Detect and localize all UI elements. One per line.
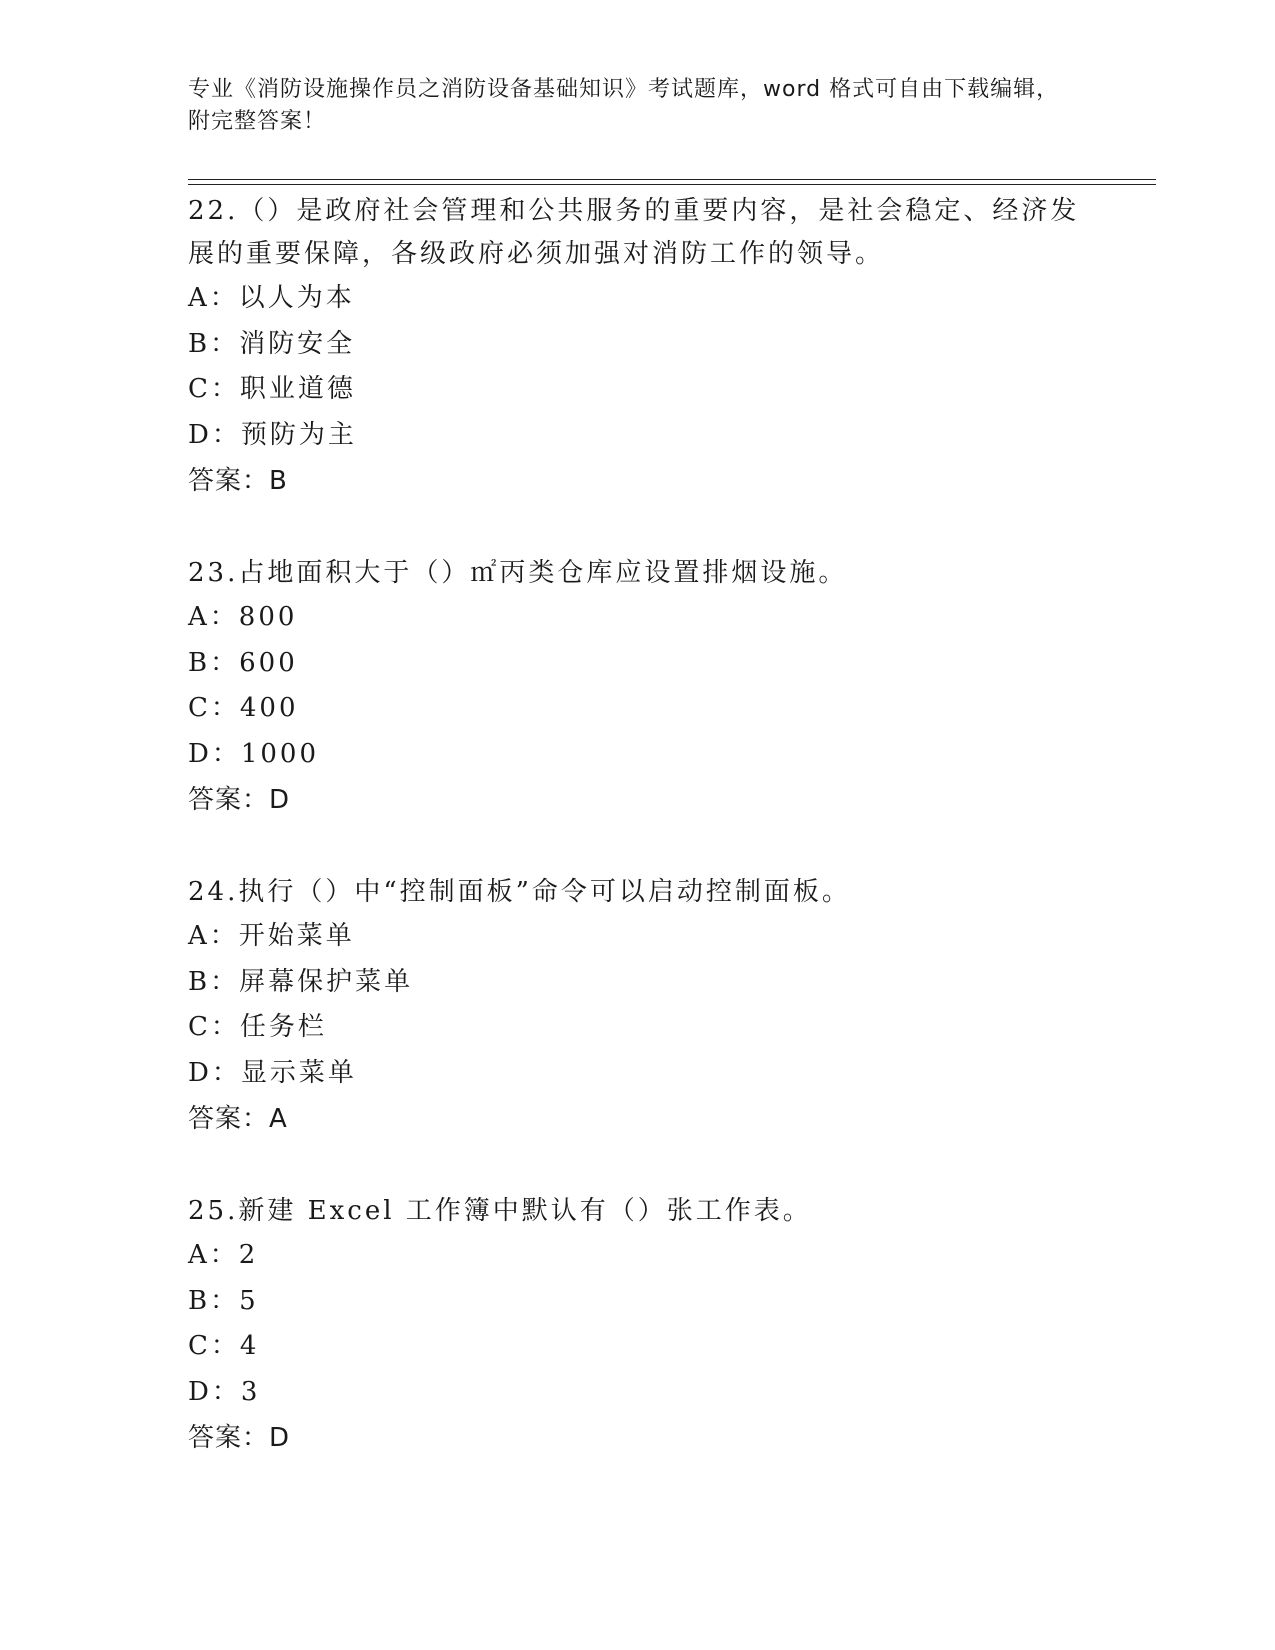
option-b: B：5 — [188, 1285, 259, 1316]
answer-label: 答案：D — [188, 1423, 291, 1453]
option-c: C：4 — [188, 1331, 260, 1361]
question-item — [188, 871, 1088, 1142]
option-d: D：3 — [188, 1376, 261, 1407]
header-divider-top — [188, 179, 1156, 180]
option-b: B：600 — [188, 647, 298, 678]
question-stem: 23.占地面积大于（）㎡丙类仓库应设置排烟设施。 — [188, 558, 848, 588]
option-b: B：屏幕保护菜单 — [188, 966, 414, 997]
option-c: C：400 — [188, 693, 299, 723]
option-d: D：预防为主 — [188, 419, 357, 450]
option-a: A：800 — [188, 602, 298, 632]
question-stem: 22.（）是政府社会管理和公共服务的重要内容，是社会稳定、经济发展的重要保障，各级政府必须加强对消防工作的领导。 — [188, 196, 1080, 269]
option-a: A：以人为本 — [188, 283, 355, 313]
header-divider-bottom — [188, 184, 1156, 185]
question-stem: 25.新建 Excel 工作簿中默认有（）张工作表。 — [188, 1196, 812, 1226]
option-a: A：2 — [188, 1240, 259, 1270]
document-header: 专业《消防设施操作员之消防设备基础知识》考试题库，word 格式可自由下载编辑，附完整答案！ — [188, 77, 1060, 134]
answer-label: 答案：A — [188, 1104, 288, 1134]
option-d: D：1000 — [188, 738, 320, 769]
answer-label: 答案：D — [188, 785, 291, 815]
option-c: C：任务栏 — [188, 1012, 327, 1042]
option-c: C：职业道德 — [188, 374, 356, 404]
question-list — [188, 190, 1088, 1509]
question-stem: 24.执行（）中“控制面板”命令可以启动控制面板。 — [188, 877, 851, 907]
option-a: A：开始菜单 — [188, 921, 355, 951]
question-item — [188, 190, 1088, 504]
option-b: B：消防安全 — [188, 328, 356, 359]
question-item — [188, 1190, 1088, 1461]
answer-label: 答案：B — [188, 466, 288, 496]
question-item — [188, 552, 1088, 823]
option-d: D：显示菜单 — [188, 1057, 357, 1088]
